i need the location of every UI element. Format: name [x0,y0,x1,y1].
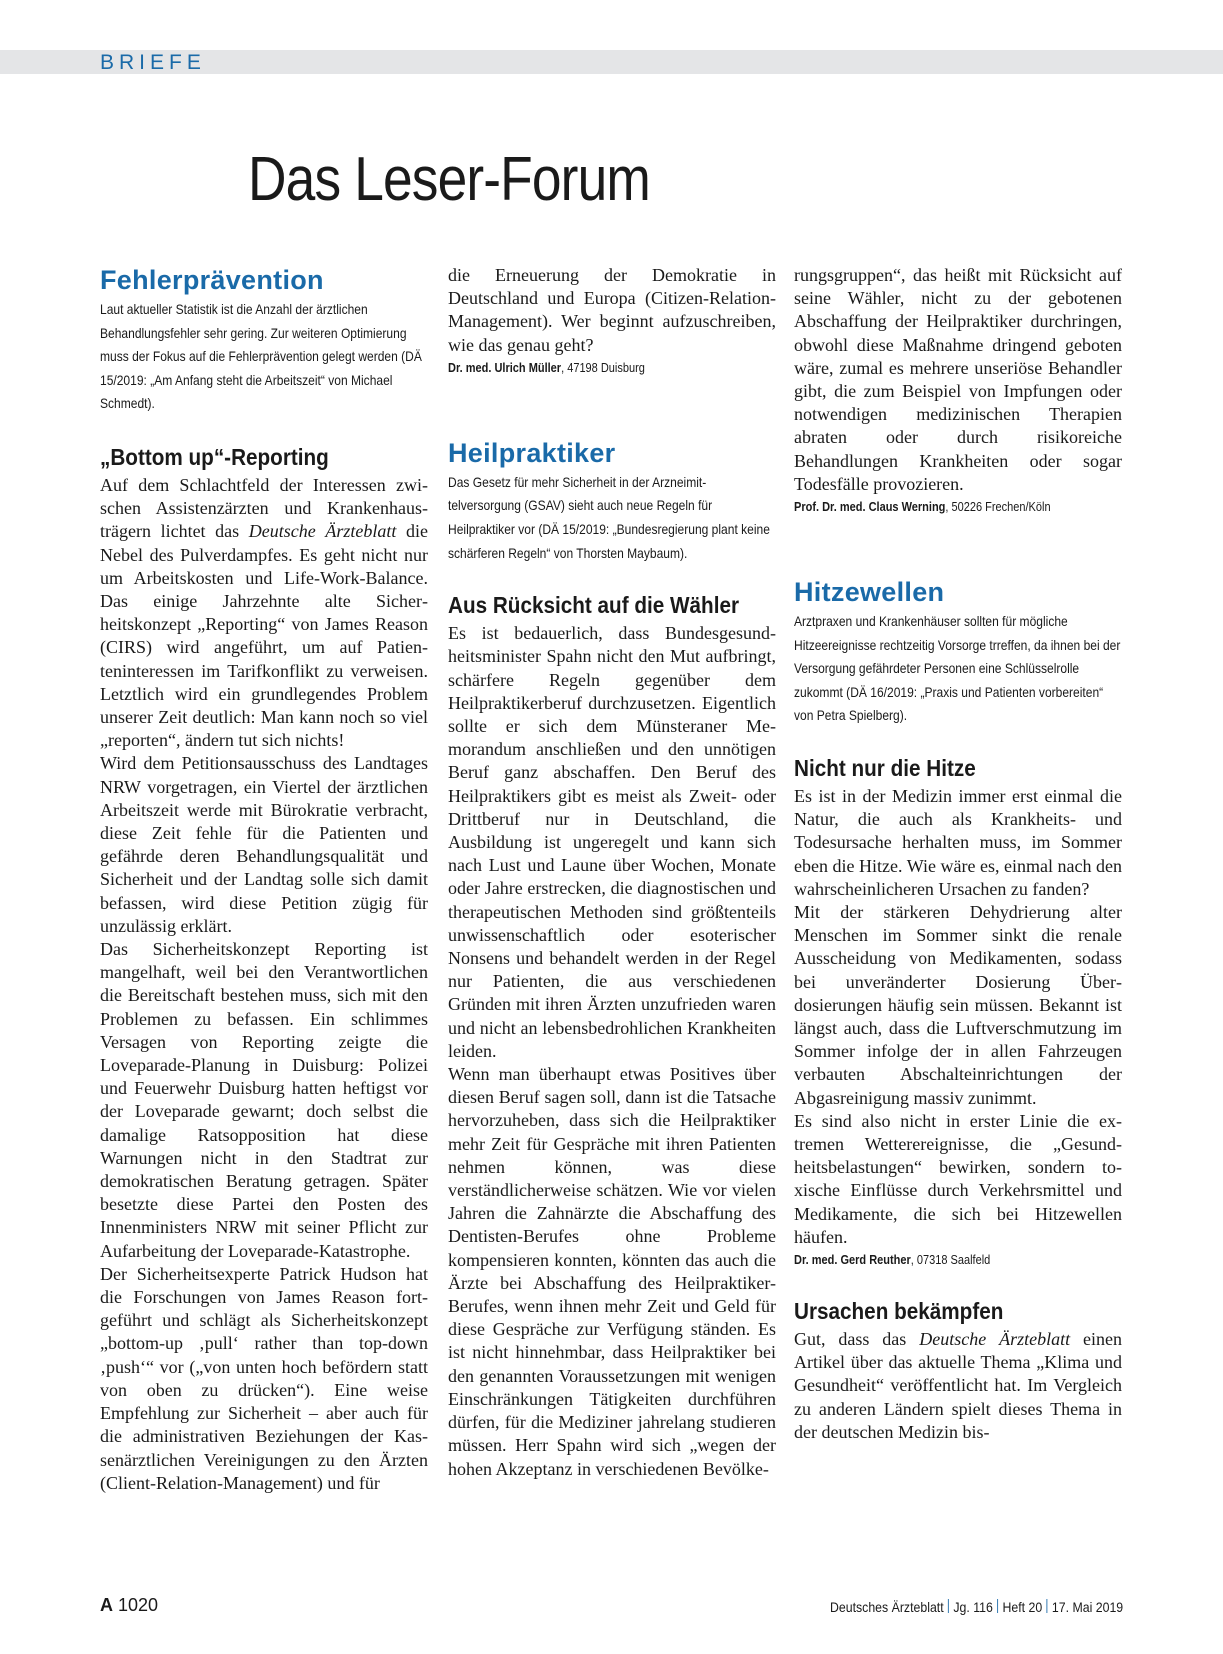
paragraph [100,474,428,752]
letter-heading [448,591,776,619]
letter-heading-text: „Bottom up“-Reporting [100,443,329,470]
signature [448,359,776,377]
journal-date: 17. Mai 2019 [1051,1599,1123,1615]
topic-intro [100,298,428,416]
letter-heading [794,1297,1122,1325]
topic-intro-text: Arztpraxen und Krankenhäuser sollten für mögliche Hitzeereignisse rechtzeitig Vorsorge trreffen, da ihnen bei der Versorgung gefährdeter Personen eine Schlüsselrolle zukommt (DÄ 16/2019: „Praxis und Patienten vorbereiten“ von Petra Spielberg). [794,613,1121,724]
text-run: die Nebel des Pulverdampfes. Es geht nicht nur um Arbeitskosten und Life-Work-Balance. Das einige Jahrzehnte alte Sicherheitskonzept „Reporting“ von James Reason (CIRS) wird angeführt, um auf Patienteninteressen im Tarifkonflikt zu verweisen. Letztlich wird ein grundlegendes Problem unserer Zeit deutlich: Man kann noch so viel „reporten“, ändern tut sich nichts! [100,521,428,751]
letter-body [100,474,428,1495]
letter-body-continued [794,264,1122,496]
signature-name: Dr. med. Ulrich Müller [448,360,562,375]
paragraph: Es sind also nicht in erster Linie die extremen Wetterereignisse, die „Gesundheitsbelastungen“ bewirken, sondern toxische Einflüsse durch Verkehrsmittel und Medikamente, die sich bei Hitzewellen häufen. [794,1110,1122,1247]
journal-name: Deutsches Ärzteblatt [829,1599,944,1615]
publication-name: Deutsche Ärzteblatt [919,1329,1071,1350]
paragraph: Das Sicherheitskonzept Reporting ist mangelhaft, weil bei den Verantwortlichen die Bereitschaft bestehen muss, sich mit den Problemen zu befassen. Ein schlimmes Versagen von Reporting zeigte die Loveparade-Planung in Duisburg: Polizei und Feuerwehr Duisburg hatten heftigst vor der Loveparade gewarnt; doch selbst die damalige Ratsopposition hat diese Warnungen nicht in den Stadtrat zur demokratischen Beratung getragen. Später besetzte diese Partei den Posten des Innenministers NRW mit seiner Pflicht zur Aufarbeitung der Loveparade-Katastrophe. [100,939,428,1261]
topic-intro [448,471,776,565]
letter-heading [794,754,1122,782]
separator [997,1599,998,1613]
letter-heading-text: Aus Rücksicht auf die Wähler [448,592,740,619]
paragraph: Wenn man überhaupt etwas Positives über diesen Beruf sagen soll, dann ist die Tatsache hervorzuheben, dass sich die Heilpraktiker mehr Zeit für Gespräche mit ihren Patienten nehmen können, was diese verständlicherweise schätzen. Wie vor vielen Jahren die Zahnärzte die Abschaffung des Dentisten-Berufes ohne Probleme kompensieren konnten, könnten das auch die Ärzte bei Abschaffung des Heilpraktiker-Berufes, wenn ihnen mehr Zeit und Geld für diese Gespräche zur Verfügung ständen. Es ist nicht hinnehmbar, dass Heilpraktiker bei den genannten Voraussetzungen mit wenigen Einschränkungen Tätigkeiten durchführen dürfen, für die Mediziner jahrelang studieren müssen. Herr Spahn wird sich „wegen der hohen Akzeptanz in verschiedenen Bevölke- [448,1064,776,1479]
text-run: Gut, dass das [794,1329,920,1350]
paragraph: Es ist in der Medizin immer erst einmal die Natur, die auch als Krankheits- und Todesursache herhalten muss, im Sommer eben die Hitze. Wie wäre es, einmal nach den wahrscheinlicheren Ursachen zu fanden? [794,786,1122,899]
signature-place: , 47198 Duisburg [561,360,645,375]
letter-body [794,785,1122,1249]
paragraph: Der Sicherheitsexperte Patrick Hudson hat die Forschungen von James Reason fortgeführt und schlägt als Sicherheitskonzept „bottom-up ‚pull‘ rather than top-down ‚push‘“ vor („von unten hoch befördern statt von oben zu drücken“). Eine weise Empfehlung zur Sicherheit – aber auch für die administrativen Beziehungen der Kassenärztlichen Vereinigungen zu den Ärzten (Client-Relation-Management) und für [100,1263,428,1493]
publication-name: Deutsche Ärzteblatt [248,521,397,542]
topic-heading-heilpraktiker: Heilpraktiker [448,437,616,468]
journal-volume: Jg. 116 [953,1599,993,1615]
topic-intro-text: Laut aktueller Statistik ist die Anzahl der ärztlichen Behandlungsfehler sehr gering. Zur weiteren Optimierung muss der Fokus auf die Fehlerprävention gelegt werden (DÄ 15/2019: „Am Anfang steht die Arbeitszeit“ von Michael Schmedt). [100,301,422,412]
signature [794,498,1122,516]
page-title: Das Leser-Forum [248,145,650,214]
separator [948,1599,949,1613]
letter-heading-text: Nicht nur die Hitze [794,755,976,781]
column-3 [794,264,1122,1444]
letter-body-continued [448,264,776,357]
signature [794,1251,1122,1269]
letter-heading-text: Ursachen bekämpfen [794,1298,1004,1325]
letter-body [448,622,776,1481]
section-label: BRIEFE [100,51,206,74]
topic-intro-text: Das Gesetz für mehr Sicherheit in der Arzneimittelversorgung (GSAV) sieht auch neue Regeln für Heilpraktiker vor (DÄ 15/2019: „Bundesregierung plant keine schärferen Regeln“ von Thorsten Maybaum). [448,473,770,561]
paragraph: rungsgruppen“, das heißt mit Rücksicht auf seine Wähler, nicht zu der gebotenen Abschaffung der Heilpraktiker durchringen, obwohl diese Maßnahme dringend geboten wäre, zumal es mehrere unseriöse Behandler gibt, die zum Beispiel von Impfungen oder notwendigen medizinischen Therapien abraten oder durch risikoreiche Behandlungen Krankheiten oder sogar Todesfälle provozieren. [794,265,1122,494]
journal-issue: Heft 20 [1002,1599,1043,1615]
journal-footer [790,1597,1123,1617]
text-run: einen Artikel über das aktuelle Thema „Klima und Gesundheit“ veröffentlicht hat. Im Vergleich zu anderen Ländern spielt dieses Thema in der deutschen Medizin bis- [794,1329,1122,1442]
text-run: Auf dem Schlachtfeld der Interessen zwischen Assistenzärzten und Krankenhausträgern lichtet das [100,474,428,542]
paragraph [794,1328,1122,1444]
topic-heading-fehlerpraevention: Fehlerprävention [100,265,324,295]
signature-place: , 50226 Frechen/Köln [945,500,1051,515]
page-number [100,1594,158,1616]
page-prefix: A [100,1595,113,1615]
signature-name: Prof. Dr. med. Claus Werning [794,500,946,515]
paragraph: Wird dem Petitionsausschuss des Landtages NRW vorgetragen, ein Viertel der ärztlichen Arbeitszeit werde mit Bürokratie verbracht, diese Zeit fehle für die Patienten und gefährde deren Behandlungsqualität und Sicherheit und der Landtag solle sich damit befassen, wird diese Petition zügig für unzulässig erklärt. [100,753,428,936]
column-1 [100,264,428,1495]
page-number-value: 1020 [113,1595,159,1615]
separator [1046,1599,1047,1613]
signature-name: Dr. med. Gerd Reuther [794,1253,911,1268]
paragraph: Mit der stärkeren Dehydrierung alter Menschen im Sommer sinkt die renale Ausscheidung von Medikamenten, sodass bei unveränderter Dosierung Überdosierungen häufig sein müssen. Bekannt ist längst auch, dass die Luftverschmutzung im Sommer infolge der in allen Fahrzeugen verbauten Abschalteinrichtungen der Abgasreinigung massiv zunimmt. [794,902,1122,1108]
paragraph: Es ist bedauerlich, dass Bundesgesundheitsminister Spahn nicht den Mut aufbringt, schärfere Regeln gegenüber dem Heilpraktikerberuf durchzusetzen. Eigentlich sollte er sich dem Münsteraner Memorandum anschließen und den unnötigen Beruf ganz abschaffen. Den Beruf des Heilpraktikers gibt es meist als Zweit- oder Drittberuf nur in Deutschland, die Ausbildung ist ungeregelt und kann sich nach Lust und Laune über Wochen, Monate oder Jahre erstrecken, die diagnostischen und therapeutischen Methoden sind größtenteils unwissenschaftlich oder esoterischer Nonsens und behandelt werden in der Regel nur Patienten, die aus verschiedenen Gründen mit ihren Ärzten unzufrieden waren und nicht an lebensbedrohlichen Krankheiten leiden. [448,623,776,1061]
column-2 [448,264,776,1481]
topic-intro [794,610,1122,728]
paragraph: die Erneuerung der Demokratie in Deutschland und Europa (Citizen-Relation-Management). Wer beginnt aufzuschreiben, wie das genau geht? [448,265,776,355]
letter-heading [100,443,428,471]
letter-body [794,1328,1122,1444]
signature-place: , 07318 Saalfeld [910,1253,991,1268]
topic-heading-hitzewellen: Hitzewellen [794,577,945,608]
